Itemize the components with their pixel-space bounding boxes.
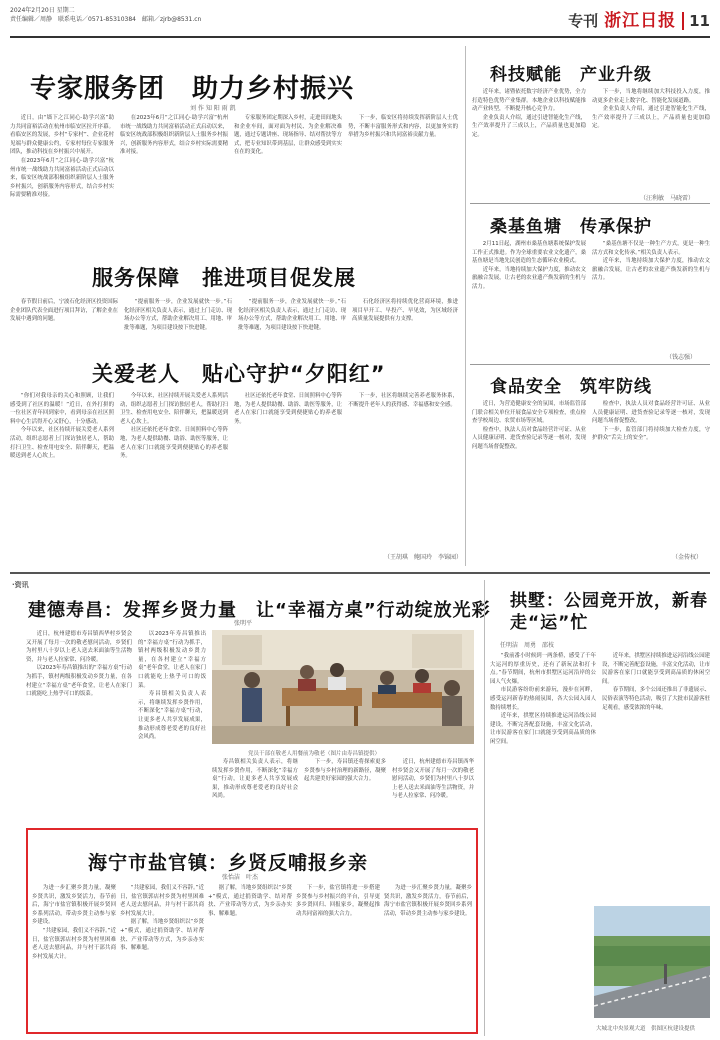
elderly-body-col-3 [234,392,342,562]
haining-paragraph: 据了解，当地乡贤组织以“乡贤+”模式，通过捐资助学、结对帮扶、产业带动等方式，为乡亲办实事、解难题。 [208,885,292,917]
kicker-label: 资讯 [14,581,29,589]
jiande-byline: 张明平 [234,620,253,627]
gongyun-photo [594,906,710,1018]
mulberry-body-col-1 [472,240,586,360]
jiande-paragraph: 寿昌镇相关负责人表示，将继续发挥乡贤作用，不断深化“幸福方桌”行动，让更多老人共享发展成果，推动形成尊老爱老的良好社会风尚。 [138,691,206,741]
jiande-paragraph: 下一步，寿昌镇还将探索更多乡贤参与乡村治理的新路径，凝聚起共建美好家园的强大合力。 [304,759,386,783]
food-paragraph: 检查中，执法人员对食品经营许可证、从业人员健康证明、进货查验记录等逐一核对，发现问题当场督促整改。 [472,426,586,450]
jiande-body-col-5 [392,758,474,824]
experts-body-col-1 [10,114,114,260]
haining-paragraph: 为进一步汇聚乡贤力量，凝聚乡贤共识，激发乡贤活力，春节前后，海宁市盐官镇积极开展乡贤回乡系列活动，带动乡贤主动参与家乡建设。 [32,885,116,926]
food-headline: 食品安全 筑牢防线 [490,377,652,397]
haining-body-col-3 [208,884,292,1028]
haining-body-col-2 [120,884,204,1028]
services-paragraph: “提前服务一步，企业发展就快一步。”石化经济区相关负责人表示，通过上门走访、现场办公等方式，帮助企业解决用工、用地、审批等难题，为项目建设按下快进键。 [124,299,232,331]
jiande-paragraph: 以2023年寿昌镇推出的“幸福方桌”行动为抓手，镇村两级积极发动乡贤力量，在各村建立“幸福方桌”老年食堂，让老人在家门口就能吃上热乎可口的饭菜。 [26,665,132,698]
mulberry-paragraph: 2月11日起，湖州市桑基鱼塘系统保护发展工作正式推进。作为全球重要农业文化遗产，桑基鱼塘是当地先民创造的生态循环农业模式。 [472,241,586,265]
food-body-col-1 [472,400,586,560]
jiande-paragraph: 近日，杭州建德市寿昌镇西华村乡贤会又开展了每月一次的敬老慰问活动，乡贤们为村里八十岁以上老人送去米面油等生活物资，并与老人拉家常、问冷暖。 [392,759,474,800]
gongyun-paragraph: 春节期间，多个公园还推出了非遗展示、民俗表演等特色活动，吸引了大批市民游客驻足观看，感受浓浓的年味。 [602,687,710,711]
experts-body-col-3 [234,114,342,260]
tech-body-col-2 [592,88,710,192]
elderly-headline: 关爱老人 贴心守护“夕阳红” [92,362,386,386]
haining-body-col-1 [32,884,116,1028]
haining-paragraph: “共建家园，我们义不容辞。”近日，盐官镇郭店村乡贤为村里困难老人送去慰问品，并与村干部共商乡村发展大计。 [120,885,204,917]
experts-byline: 刘 作 知 阳 雨 凯 [190,105,236,112]
elderly-paragraph: 社区还依托老年食堂、日间照料中心等阵地，为老人提供助餐、助浴、助医等服务，让老人在家门口就能享受到便捷贴心的养老服务。 [120,427,228,460]
gongyun-headline: 拱墅：公园竞开放，新春走“运”忙 [510,591,708,633]
services-headline: 服务保障 推进项目促发展 [92,266,356,290]
gongyun-paragraph: “我前番小时候到一两条桥，感受了千年大运河的厚重历史，还有了新玩法和打卡点。”春节期间，杭州市拱墅区运河沿岸的公园人气火爆。 [490,653,596,685]
jiande-paragraph: 寿昌镇相关负责人表示，将继续发挥乡贤作用，不断深化“幸福方桌”行动，让更多老人共享发展成果，推动形成尊老爱老的良好社会风尚。 [212,759,298,800]
editor-contact: 责任编辑／周静 联系电话／0571-85310384 邮箱／zjrb@8531.cn [10,16,202,23]
elderly-paragraph: 今年以来，社区持续开展关爱老人系列活动，组织志愿者上门探访独居老人，帮助打扫卫生、检查用电安全、陪伴聊天，把温暖送到老人心坎上。 [10,427,114,460]
food-paragraph: 近日，为营造健康安全的氛围，市场监管部门联合相关单位开展食品安全专项检查，重点检查学校周边、农贸市场等区域。 [472,401,586,425]
jiande-body-col-3 [212,758,298,824]
mulberry-paragraph: 近年来，当地持续加大保护力度，推动农文旅融合发展，让古老的农业遗产焕发新的生机与活力。 [592,258,710,282]
gongyun-photo-caption: 大城北中央景观大道 供图区杭建设提供 [596,1026,696,1032]
haining-paragraph: 下一步，盐官镇将进一步搭建乡贤参与乡村振兴的平台，引导更多乡贤回归、回报家乡，凝聚起推动共同富裕的强大合力。 [296,885,380,917]
canal-boulevard-image [594,906,710,1018]
jiande-headline: 建德寿昌：发挥乡贤力量 让“幸福方桌”行动绽放光彩 [28,600,491,621]
experts-headline: 专家服务团 助力乡村振兴 [30,74,355,104]
masthead [10,6,710,34]
jiande-body-col-1 [26,630,132,820]
tech-byline: （汪利敏 马晓雷） [640,195,695,202]
experts-paragraph: 专家服务团定期深入乡村，走进田间地头和企业车间，面对面为村民、为企业解决难题，通过专题讲座、现场指导、结对帮扶等方式，把专业知识带到基层，让群众感受到实实在在的变化。 [234,115,342,156]
haining-byline: 张怡洁 叶杰 [222,874,259,881]
page-number: 11 [682,12,710,30]
services-paragraph: “提前服务一步，企业发展就快一步。”石化经济区相关负责人表示，通过上门走访、现场办公等方式，帮助企业解决用工、用地、审批等难题，为项目建设按下快进键。 [238,299,346,331]
lower-section-rule [10,572,710,574]
haining-paragraph: 为进一步汇聚乡贤力量，凝聚乡贤共识，激发乡贤活力，春节前后，海宁市盐官镇积极开展乡贤回乡系列活动，带动乡贤主动参与家乡建设。 [384,885,472,917]
newspaper-name: 浙江日报 [604,11,677,31]
food-paragraph: 下一步，监管部门将持续加大检查力度，守护群众“舌尖上的安全”。 [592,426,710,442]
services-body-col-1 [10,298,118,350]
experts-body-col-4 [348,114,458,260]
haining-body-col-4 [296,884,380,1028]
jiande-body-col-4 [304,758,386,824]
mulberry-paragraph: “桑基鱼塘不仅是一种生产方式，更是一种生活方式和文化传承。”相关负责人表示。 [592,241,710,256]
gongyun-byline: 任明洁 周勇 邵枝 [500,642,555,649]
tech-paragraph: 企业负责人介绍，通过引进智能化生产线，生产效率提升了三成以上，产品质量也更加稳定。 [592,106,710,130]
haining-body-col-5 [384,884,472,1028]
gongyun-paragraph: 近年来，拱墅区持续推进运河沿线公园建设，不断完善配套设施，丰富文化活动，让市民游客在家门口就能享受到高品质的休闲空间。 [490,713,596,745]
haining-paragraph: 据了解，当地乡贤组织以“乡贤+”模式，通过捐资助学、结对帮扶、产业带动等方式，为乡亲办实事、解难题。 [120,919,204,952]
experts-paragraph: 在2023年6月“之江同心·助学兴富”杭州市统一战线助力共同富裕活动正式启动以来，临安区统战部积极组织新阶层人士服务乡村振兴，创新服务内容形式，结合乡村实际需要精准对接。 [120,115,228,156]
experts-paragraph: 在2023年6月“之江同心·助学兴富”杭州市统一战线助力共同富裕活动正式启动以来，临安区统战部积极组织新阶层人士服务乡村振兴，创新服务内容形式，结合乡村实际需要精准对接。 [10,157,114,199]
masthead-info [10,6,201,24]
elderly-body-col-2 [120,392,228,562]
jiande-paragraph: 以2023年寿昌镇推出的“幸福方桌”行动为抓手，镇村两级积极发动乡贤力量，在各村建立“幸福方桌”老年食堂，让老人在家门口就能吃上热乎可口的饭菜。 [138,631,206,689]
food-body-col-2 [592,400,710,550]
elderly-byline: （王胡琪 鲍国玲 李锦园） [384,554,463,561]
mulberry-headline: 桑基鱼塘 传承保护 [490,217,652,237]
services-body-col-2 [124,298,232,350]
masthead-brand [568,6,710,31]
tech-paragraph: 下一步，当地将继续加大科技投入力度，推动更多企业走上数字化、智能化发展道路。 [592,89,710,104]
jiande-body-col-2 [138,630,206,820]
elderly-body-col-4 [348,392,458,552]
services-body-col-4 [352,298,458,350]
tech-headline: 科技赋能 产业升级 [490,65,652,85]
section-rule [470,364,710,365]
section-rule [470,203,710,204]
food-paragraph: 检查中，执法人员对食品经营许可证、从业人员健康证明、进货查验记录等逐一核对，发现问题当场督促整改。 [592,401,710,425]
gongyun-paragraph: 近年来，拱墅区持续推进运河沿线公园建设，不断完善配套设施，丰富文化活动，让市民游客在家门口就能享受到高品质的休闲空间。 [602,653,710,685]
haining-headline: 海宁市盐官镇：乡贤反哺报乡亲 [88,852,369,874]
experts-body-col-2 [120,114,228,260]
elderly-paragraph: “你们对我母亲的关心和照顾，让我们感受到了社区的温暖！”近日，在外打拼的一位社区青年回到家中，看到母亲在社区照料中心生活得开心又舒心，十分感动。 [10,393,114,425]
column-divider [465,46,466,566]
jiande-paragraph: 近日，杭州建德市寿昌镇西华村乡贤会又开展了每月一次的敬老慰问活动，乡贤们为村里八十岁以上老人送去米面油等生活物资，并与老人拉家常、问冷暖。 [26,631,132,663]
elderly-dining-image [212,630,474,744]
elderly-paragraph: 今年以来，社区持续开展关爱老人系列活动，组织志愿者上门探访独居老人，帮助打扫卫生、检查用电安全、陪伴聊天，把温暖送到老人心坎上。 [120,393,228,425]
elderly-body-col-1 [10,392,114,562]
masthead-rule [10,36,710,38]
elderly-paragraph: 下一步，社区将继续完善养老服务体系，不断提升老年人的获得感、幸福感和安全感。 [348,393,458,408]
issue-date: 2024年2月20日 星期二 [10,7,75,14]
services-paragraph: 石化经济区将持续优化营商环境，推进项目早开工、早投产、早见效，为区域经济高质量发展提供有力支撑。 [352,299,458,323]
news-kicker: ·资讯 [12,581,29,589]
gongyun-paragraph: 市民游客纷纷前来游玩，漫步在河畔，感受运河新春的热闹氛围，各大公园入园人数持续增长。 [490,687,596,711]
column-divider [484,580,485,1036]
food-byline: （金传权） [672,554,703,561]
gongyun-body-col-1 [490,652,596,902]
mulberry-paragraph: 近年来，当地持续加大保护力度，推动农文旅融合发展，让古老的农业遗产焕发新的生机与活力。 [472,266,586,290]
tech-paragraph: 企业负责人介绍，通过引进智能化生产线，生产效率提升了三成以上，产品质量也更加稳定。 [472,114,586,138]
jiande-photo-caption: 党员干部在敬老人用餐前为敬老（图片由寿昌镇提供） [248,751,381,757]
jiande-photo [212,630,474,744]
services-body-col-3 [238,298,346,350]
section-name: 专刊 [568,12,599,30]
tech-paragraph: 近年来，诸暨依托数字经济产业优势，全力打造特色优势产业集群。本地企业以科技赋能推动产业转型，不断提升核心竞争力。 [472,89,586,113]
tech-body-col-1 [472,88,586,200]
mulberry-byline: （钱志强） [666,354,697,361]
experts-paragraph: 近日，由“墙下之江同心·助学兴富”助力共同富裕活动在杭州市临安区拉开序幕。看临安区的发展，乡村“专家村”、企业花村见端与群众健康公约，专家村每位专家服务团队，推动科技在乡村振兴中展开。 [10,115,114,156]
elderly-paragraph: 社区还依托老年食堂、日间照料中心等阵地，为老人提供助餐、助浴、助医等服务，让老人在家门口就能享受到便捷贴心的养老服务。 [234,393,342,425]
gongyun-body-col-2 [602,652,710,902]
experts-paragraph: 下一步，临安区将持续发挥新阶层人士优势，不断丰富服务形式和内容，以更加务实的举措为乡村振兴和共同富裕贡献力量。 [348,115,458,139]
mulberry-body-col-2 [592,240,710,352]
services-paragraph: 春节假日前后，宁波石化经济区投资国际企业团队代表全面进行项目拜访，了解企业在发展中遇到的问题。 [10,299,118,323]
haining-paragraph: “共建家园，我们义不容辞。”近日，盐官镇郭店村乡贤为村里困难老人送去慰问品，并与村干部共商乡村发展大计。 [32,927,116,960]
